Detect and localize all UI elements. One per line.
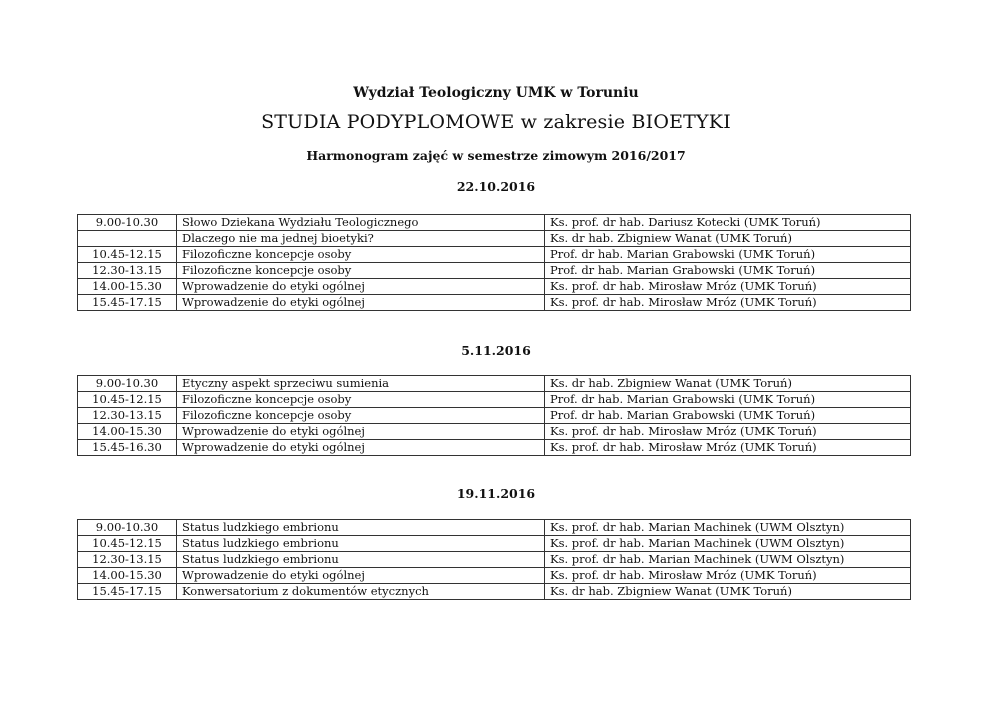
table-row: [78, 424, 911, 440]
faculty-title: Wydział Teologiczny UMK w Toruniu: [353, 85, 639, 101]
lecturer-cell: Prof. dr hab. Marian Grabowski (UMK Toruń): [545, 408, 911, 424]
time-cell: 12.30-13.15: [78, 408, 177, 424]
table-row: [78, 536, 911, 552]
table-row: [78, 408, 911, 424]
table-row: [78, 279, 911, 295]
time-cell: 10.45-12.15: [78, 536, 177, 552]
lecturer-cell: Ks. prof. dr hab. Mirosław Mróz (UMK Toruń): [545, 279, 911, 295]
table-row: [78, 568, 911, 584]
time-cell: 10.45-12.15: [78, 247, 177, 263]
lecturer-cell: Ks. prof. dr hab. Dariusz Kotecki (UMK Toruń): [545, 215, 911, 231]
lecturer-cell: Ks. prof. dr hab. Marian Machinek (UWM Olsztyn): [545, 520, 911, 536]
time-cell: 9.00-10.30: [78, 376, 177, 392]
topic-cell: Etyczny aspekt sprzeciwu sumienia: [177, 376, 545, 392]
time-cell: 14.00-15.30: [78, 424, 177, 440]
lecturer-cell: Ks. prof. dr hab. Mirosław Mróz (UMK Toruń): [545, 440, 911, 456]
topic-cell: Wprowadzenie do etyki ogólnej: [177, 568, 545, 584]
lecturer-cell: Ks. prof. dr hab. Marian Machinek (UWM Olsztyn): [545, 536, 911, 552]
topic-cell: Wprowadzenie do etyki ogólnej: [177, 424, 545, 440]
table-row: [78, 215, 911, 231]
table-row: [78, 247, 911, 263]
schedule-title: Harmonogram zajęć w semestrze zimowym 2016/2017: [306, 148, 686, 163]
time-cell: 9.00-10.30: [78, 215, 177, 231]
lecturer-cell: Prof. dr hab. Marian Grabowski (UMK Toruń): [545, 247, 911, 263]
time-cell: [78, 231, 177, 247]
time-cell: 15.45-17.15: [78, 584, 177, 600]
table-row: [78, 376, 911, 392]
table-row: [78, 295, 911, 311]
day-date: 22.10.2016: [456, 179, 536, 194]
topic-cell: Filozoficzne koncepcje osoby: [177, 408, 545, 424]
lecturer-cell: Ks. dr hab. Zbigniew Wanat (UMK Toruń): [545, 231, 911, 247]
time-cell: 10.45-12.15: [78, 392, 177, 408]
table-row: [78, 440, 911, 456]
topic-cell: Status ludzkiego embrionu: [177, 552, 545, 568]
lecturer-cell: Ks. prof. dr hab. Mirosław Mróz (UMK Toruń): [545, 424, 911, 440]
time-cell: 12.30-13.15: [78, 552, 177, 568]
schedule-table: [77, 375, 911, 456]
lecturer-cell: Prof. dr hab. Marian Grabowski (UMK Toruń): [545, 263, 911, 279]
topic-cell: Słowo Dziekana Wydziału Teologicznego: [177, 215, 545, 231]
table-row: [78, 231, 911, 247]
time-cell: 14.00-15.30: [78, 279, 177, 295]
topic-cell: Wprowadzenie do etyki ogólnej: [177, 295, 545, 311]
program-title: STUDIA PODYPLOMOWE w zakresie BIOETYKI: [261, 111, 731, 133]
schedule-table: [77, 214, 911, 311]
time-cell: 9.00-10.30: [78, 520, 177, 536]
lecturer-cell: Ks. dr hab. Zbigniew Wanat (UMK Toruń): [545, 584, 911, 600]
topic-cell: Status ludzkiego embrionu: [177, 536, 545, 552]
table-row: [78, 263, 911, 279]
day-date: 5.11.2016: [461, 343, 531, 358]
topic-cell: Wprowadzenie do etyki ogólnej: [177, 279, 545, 295]
time-cell: 14.00-15.30: [78, 568, 177, 584]
schedule-table: [77, 519, 911, 600]
time-cell: 15.45-17.15: [78, 295, 177, 311]
lecturer-cell: Ks. dr hab. Zbigniew Wanat (UMK Toruń): [545, 376, 911, 392]
lecturer-cell: Ks. prof. dr hab. Mirosław Mróz (UMK Toruń): [545, 295, 911, 311]
lecturer-cell: Ks. prof. dr hab. Marian Machinek (UWM Olsztyn): [545, 552, 911, 568]
topic-cell: Konwersatorium z dokumentów etycznych: [177, 584, 545, 600]
topic-cell: Dlaczego nie ma jednej bioetyki?: [177, 231, 545, 247]
table-row: [78, 520, 911, 536]
topic-cell: Filozoficzne koncepcje osoby: [177, 247, 545, 263]
time-cell: 12.30-13.15: [78, 263, 177, 279]
table-row: [78, 392, 911, 408]
topic-cell: Filozoficzne koncepcje osoby: [177, 392, 545, 408]
table-row: [78, 552, 911, 568]
lecturer-cell: Ks. prof. dr hab. Mirosław Mróz (UMK Toruń): [545, 568, 911, 584]
time-cell: 15.45-16.30: [78, 440, 177, 456]
topic-cell: Wprowadzenie do etyki ogólnej: [177, 440, 545, 456]
day-date: 19.11.2016: [456, 486, 536, 501]
table-row: [78, 584, 911, 600]
topic-cell: Status ludzkiego embrionu: [177, 520, 545, 536]
lecturer-cell: Prof. dr hab. Marian Grabowski (UMK Toruń): [545, 392, 911, 408]
topic-cell: Filozoficzne koncepcje osoby: [177, 263, 545, 279]
